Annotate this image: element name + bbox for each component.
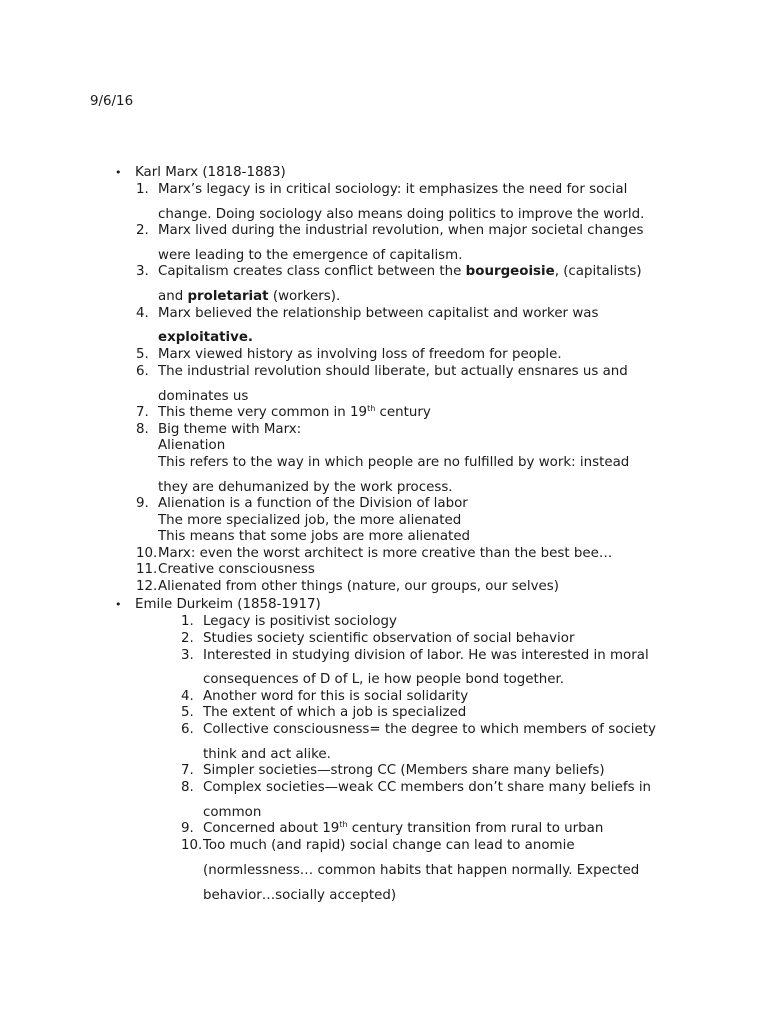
durkheim-item-num: 1. bbox=[181, 614, 194, 629]
term-proletariat: proletariat bbox=[187, 289, 269, 304]
date-line: 9/6/16 bbox=[90, 94, 134, 109]
durkheim-item-text: Another word for this is social solidarity bbox=[203, 689, 469, 704]
marx-item-num: 3. bbox=[136, 264, 149, 279]
durkheim-item-text: Studies society scientific observation of social behavior bbox=[203, 631, 575, 646]
marx-item-num: 7. bbox=[136, 405, 149, 420]
marx-item-num: 2. bbox=[136, 223, 149, 238]
durkheim-item-num: 5. bbox=[181, 705, 194, 720]
marx-item-text: The more specialized job, the more alienated bbox=[158, 513, 462, 528]
durkheim-item-num: 3. bbox=[181, 648, 194, 663]
marx-item-num: 4. bbox=[136, 306, 149, 321]
durkheim-item-text: Collective consciousness= the degree to which members of society bbox=[203, 722, 656, 737]
marx-item-num: 5. bbox=[136, 347, 149, 362]
marx-item-text: Marx viewed history as involving loss of freedom for people. bbox=[158, 347, 562, 362]
durkheim-item-text: Concerned about 19th century transition from rural to urban bbox=[203, 820, 604, 836]
marx-item-num: 8. bbox=[136, 422, 149, 437]
marx-item-text: Marx: even the worst architect is more creative than the best bee… bbox=[158, 546, 613, 561]
marx-item-text: Alienation bbox=[158, 438, 226, 453]
marx-item-text: This refers to the way in which people are no fulfilled by work: instead bbox=[158, 455, 630, 470]
marx-item-text: Big theme with Marx: bbox=[158, 422, 302, 437]
marx-item-text: This means that some jobs are more alienated bbox=[158, 529, 471, 544]
marx-item-text: Creative consciousness bbox=[158, 562, 315, 577]
durkheim-item-num: 2. bbox=[181, 631, 194, 646]
durkheim-item-text: The extent of which a job is specialized bbox=[203, 705, 467, 720]
marx-item-text: were leading to the emergence of capitalism. bbox=[158, 248, 463, 263]
marx-item-text: they are dehumanized by the work process. bbox=[158, 480, 453, 495]
marx-item-text: Alienation is a function of the Division of labor bbox=[158, 496, 468, 511]
marx-item-num: 11. bbox=[136, 562, 158, 577]
durkheim-item-text: (normlessness… common habits that happen normally. Expected bbox=[203, 863, 640, 878]
marx-item-text: and proletariat (workers). bbox=[158, 289, 341, 304]
durkheim-item-num: 6. bbox=[181, 722, 194, 737]
marx-item-text: Alienated from other things (nature, our groups, our selves) bbox=[158, 579, 559, 594]
bullet-marx: • bbox=[115, 166, 122, 179]
durkheim-item-text: Interested in studying division of labor. He was interested in moral bbox=[203, 648, 649, 663]
marx-item-text: Capitalism creates class conflict between the bourgeoisie, (capitalists) bbox=[158, 264, 642, 279]
durkheim-item-num: 10. bbox=[181, 838, 203, 853]
durkheim-item-text: think and act alike. bbox=[203, 747, 331, 762]
marx-item-num: 12. bbox=[136, 579, 158, 594]
durkheim-item-num: 7. bbox=[181, 763, 194, 778]
marx-item-text: change. Doing sociology also means doing politics to improve the world. bbox=[158, 207, 645, 222]
durkheim-item-text: consequences of D of L, ie how people bond together. bbox=[203, 672, 565, 687]
durkheim-item-text: Too much (and rapid) social change can lead to anomie bbox=[203, 838, 575, 853]
marx-item-text: Marx’s legacy is in critical sociology: it emphasizes the need for social bbox=[158, 182, 628, 197]
durkheim-item-text: Complex societies—weak CC members don’t share many beliefs in bbox=[203, 780, 652, 795]
durkheim-item-text: Simpler societies—strong CC (Members share many beliefs) bbox=[203, 763, 605, 778]
term-bourgeoisie: bourgeoisie bbox=[465, 264, 555, 279]
marx-item-text: Marx believed the relationship between capitalist and worker was bbox=[158, 306, 599, 321]
durkheim-item-num: 8. bbox=[181, 780, 194, 795]
term-exploitative: exploitative. bbox=[158, 330, 254, 345]
marx-item-num: 10. bbox=[136, 546, 158, 561]
durkheim-item-text: Legacy is positivist sociology bbox=[203, 614, 397, 629]
durkheim-item-num: 9. bbox=[181, 821, 194, 836]
marx-item-num: 6. bbox=[136, 364, 149, 379]
durkheim-item-text: common bbox=[203, 805, 262, 820]
marx-item-text: Marx lived during the industrial revolution, when major societal changes bbox=[158, 223, 644, 238]
marx-item-text: The industrial revolution should liberate, but actually ensnares us and bbox=[158, 364, 628, 379]
durkheim-heading: Emile Durkeim (1858-1917) bbox=[135, 597, 321, 612]
durkheim-item-num: 4. bbox=[181, 689, 194, 704]
marx-item-text: dominates us bbox=[158, 389, 249, 404]
marx-item-num: 1. bbox=[136, 182, 149, 197]
marx-item-text: This theme very common in 19th century bbox=[158, 404, 431, 420]
durkheim-item-text: behavior…socially accepted) bbox=[203, 888, 397, 903]
bullet-durkheim: • bbox=[115, 598, 122, 611]
marx-heading: Karl Marx (1818-1883) bbox=[135, 165, 286, 180]
marx-item-num: 9. bbox=[136, 496, 149, 511]
